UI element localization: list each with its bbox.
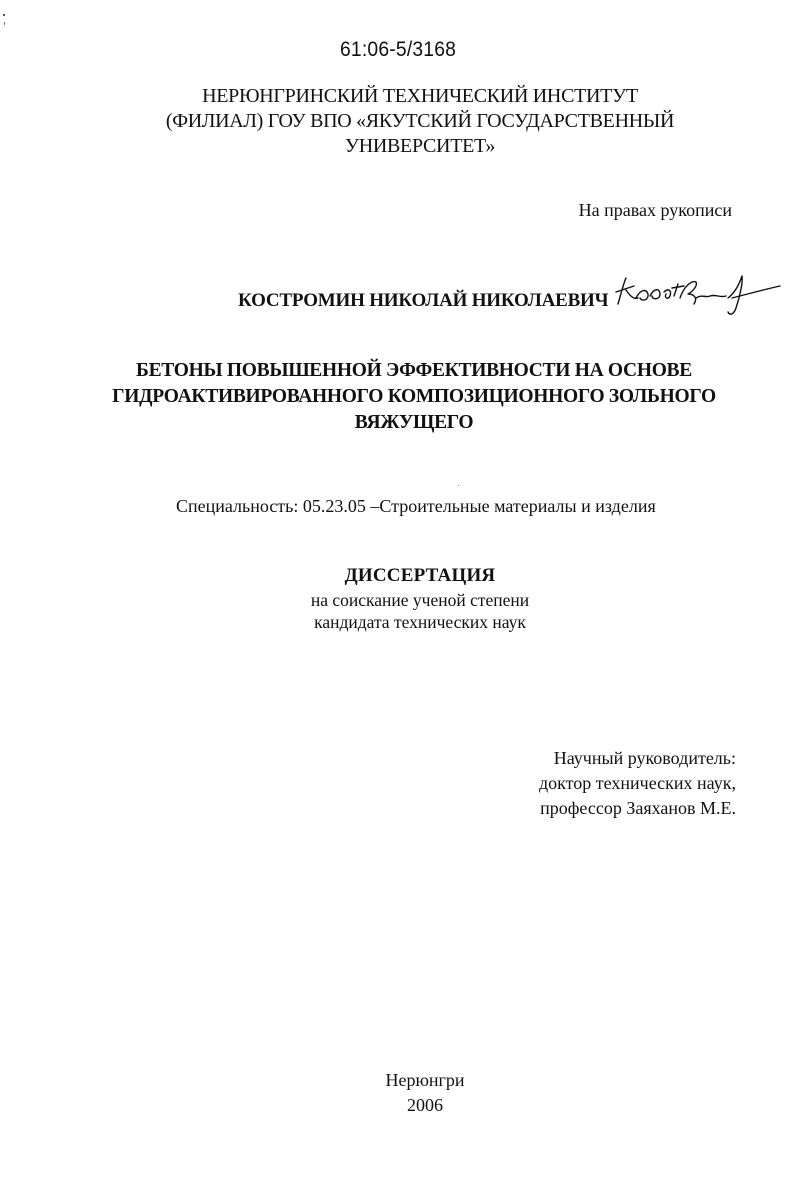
institute-header (120, 84, 720, 159)
scan-speck (3, 14, 5, 16)
dissertation-title (104, 358, 724, 436)
city: Нерюнгри (385, 1070, 465, 1090)
dissertation-block (220, 565, 620, 633)
institute-line: НЕРЮНГРИНСКИЙ ТЕХНИЧЕСКИЙ ИНСТИТУТ (202, 85, 638, 107)
manuscript-rights-note: На правах рукописи (578, 200, 732, 220)
place-and-year (320, 1068, 530, 1118)
catalog-number: 61:06-5/3168 (340, 38, 457, 61)
scientific-advisor (520, 746, 736, 821)
scan-speck (458, 485, 459, 486)
title-line: БЕТОНЫ ПОВЫШЕННОЙ ЭФФЕКТИВНОСТИ НА ОСНОВЕ (136, 360, 692, 381)
scan-speck (4, 22, 5, 25)
author-signature (612, 268, 782, 320)
degree-line: кандидата технических наук (314, 612, 526, 632)
year: 2006 (407, 1095, 443, 1115)
title-line: ВЯЖУЩЕГО (354, 412, 474, 433)
specialty-line: Специальность: 05.23.05 –Строительные материалы и изделия (176, 496, 656, 516)
institute-line: (ФИЛИАЛ) ГОУ ВПО «ЯКУТСКИЙ ГОСУДАРСТВЕННЫЙ (165, 110, 675, 132)
dissertation-heading: ДИССЕРТАЦИЯ (344, 565, 496, 586)
institute-line: УНИВЕРСИТЕТ» (344, 135, 496, 157)
title-line: ГИДРОАКТИВИРОВАННОГО КОМПОЗИЦИОННОГО ЗОЛЬНОГО (112, 386, 716, 407)
advisor-degree: доктор технических наук, (539, 773, 736, 793)
author-name: КОСТРОМИН НИКОЛАЙ НИКОЛАЕВИЧ (238, 290, 609, 311)
advisor-name: профессор Заяханов М.Е. (540, 798, 736, 818)
degree-line: на соискание ученой степени (310, 590, 530, 610)
advisor-label: Научный руководитель: (553, 748, 736, 768)
